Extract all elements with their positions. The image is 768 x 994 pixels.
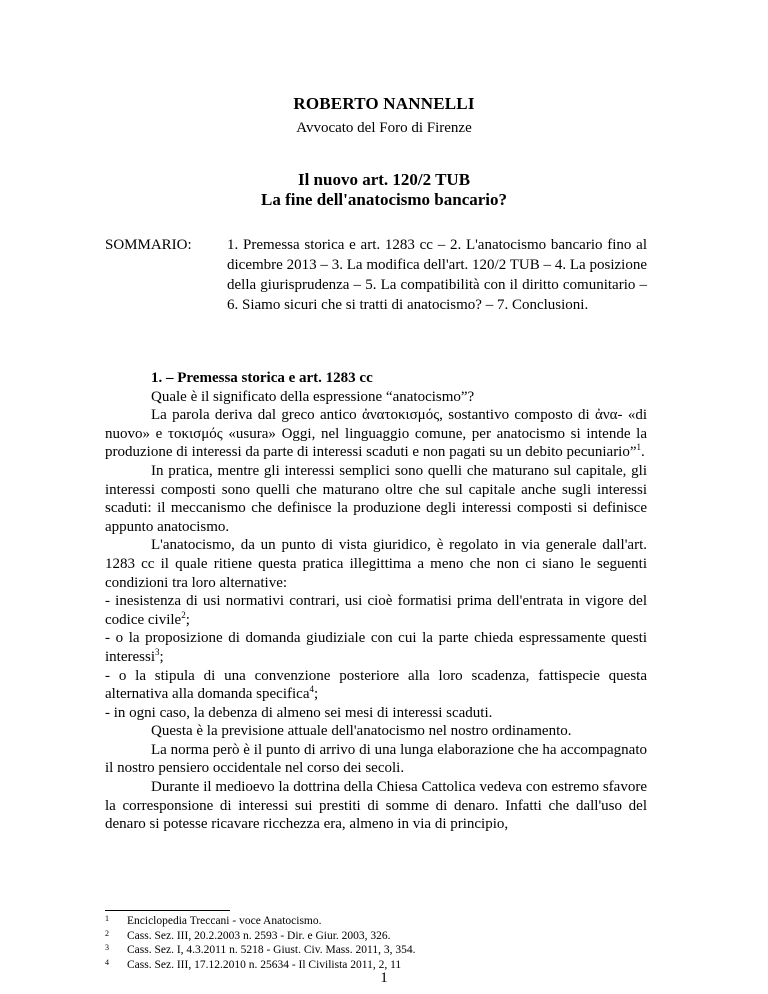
paragraph-text: La parola deriva dal greco antico ἀνατοκισμός, sostantivo composto di ἀνα- «di nuovo» e τοκισμός «usura» Oggi, nel linguaggio comune, per anatocismo si intende la produzione di interessi da parte di interessi scaduti e non pagati su un debito pecuniario” [105, 407, 647, 461]
paragraph: Questa è la previsione attuale dell'anatocismo nel nostro ordinamento. [151, 723, 572, 740]
footnote-text: Cass. Sez. I, 4.3.2011 n. 5218 - Giust. Civ. Mass. 2011, 3, 354. [127, 944, 416, 956]
list-item-text: - o la stipula di una convenzione posteriore alla loro scadenza, fattispecie questa alternativa alla domanda specifica [105, 667, 647, 703]
footnote [105, 914, 647, 929]
list-item-text: - inesistenza di usi normativi contrari, usi cioè formatisi prima dell'entrata in vigore del codice civile [105, 593, 647, 628]
footnote-text: Enciclopedia Treccani - voce Anatocismo. [127, 915, 322, 927]
summary-text: 1. Premessa storica e art. 1283 cc – 2. L'anatocismo bancario fino al dicembre 2013 – 3. La modifica dell'art. 120/2 TUB – 4. La posizione della giurisprudenza – 5. La compatibilità con il diritto comunitario – 6. Siamo sicuri che si tratti di anatocismo? – 7. Conclusioni. [227, 237, 647, 313]
document-title-line1: Il nuovo art. 120/2 TUB [297, 170, 471, 189]
list-item-text: ; [159, 648, 164, 665]
footnote-number: 3 [105, 943, 109, 952]
section-heading: 1. – Premessa storica e art. 1283 cc [151, 370, 373, 386]
footnotes [105, 914, 647, 972]
list-item-text: - o la proposizione di domanda giudiziale con cui la parte chieda espressamente questi interessi [105, 630, 647, 665]
footnote-number: 4 [105, 957, 109, 967]
footnote [105, 929, 647, 944]
paragraph: Quale è il significato della espressione “anatocismo”? [151, 388, 475, 405]
paragraph: L'anatocismo, da un punto di vista giuridico, è regolato in via generale dall'art. 1283 cc il quale ritiene questa pratica illegittima a meno che non ci siano le seguenti condizioni tra loro alternative: [105, 537, 647, 591]
footnote-text: Cass. Sez. III, 17.12.2010 n. 25634 - Il Civilista 2011, 2, 11 [127, 958, 402, 971]
summary-block [105, 235, 647, 315]
footnote-ref: 2 [181, 609, 186, 620]
footnote-ref: 3 [155, 646, 160, 657]
body-text [105, 369, 647, 834]
footnote-divider [105, 910, 230, 911]
paragraph: In pratica, mentre gli interessi semplici sono quelli che maturano sul capitale, gli interessi composti sono quelli che maturano oltre che sul capitale anche sugli interessi scaduti: il meccanismo che definisce la produzione degli interessi composti si definisce appunto anatocismo. [105, 462, 647, 535]
list-item [105, 592, 647, 629]
document-title-line2: La fine dell'anatocismo bancario? [260, 190, 508, 209]
list-item: - in ogni caso, la debenza di almeno sei mesi di interessi scaduti. [105, 704, 493, 721]
footnote-ref: 4 [309, 684, 314, 695]
list-item [105, 629, 647, 666]
list-item-text: ; [185, 611, 190, 628]
footnote-number: 1 [105, 914, 109, 923]
footnote-ref: 1 [636, 442, 642, 453]
list-item [105, 667, 647, 704]
author-affiliation: Avvocato del Foro di Firenze [296, 120, 472, 136]
paragraph [105, 406, 647, 462]
footnote-number: 2 [105, 928, 109, 938]
author-name: ROBERTO NANNELLI [293, 94, 475, 113]
paragraph: La norma però è il punto di arrivo di una lunga elaborazione che ha accompagnato il nostro pensiero occidentale nel corso dei secoli. [105, 741, 647, 777]
paragraph-text: . [641, 444, 645, 461]
paragraph: Durante il medioevo la dottrina della Chiesa Cattolica vedeva con estremo sfavore la corresponsione di interessi sui prestiti di somme di denaro. Infatti che dall'uso del denaro si potesse ricavare ricchezza era, almeno in via di principio, [105, 779, 647, 833]
footnote [105, 943, 647, 958]
footnote-text: Cass. Sez. III, 20.2.2003 n. 2593 - Dir. e Giur. 2003, 326. [127, 929, 391, 942]
summary-label: SOMMARIO: [105, 237, 192, 253]
page-number: 1 [380, 970, 388, 986]
list-item-text: ; [313, 686, 319, 703]
